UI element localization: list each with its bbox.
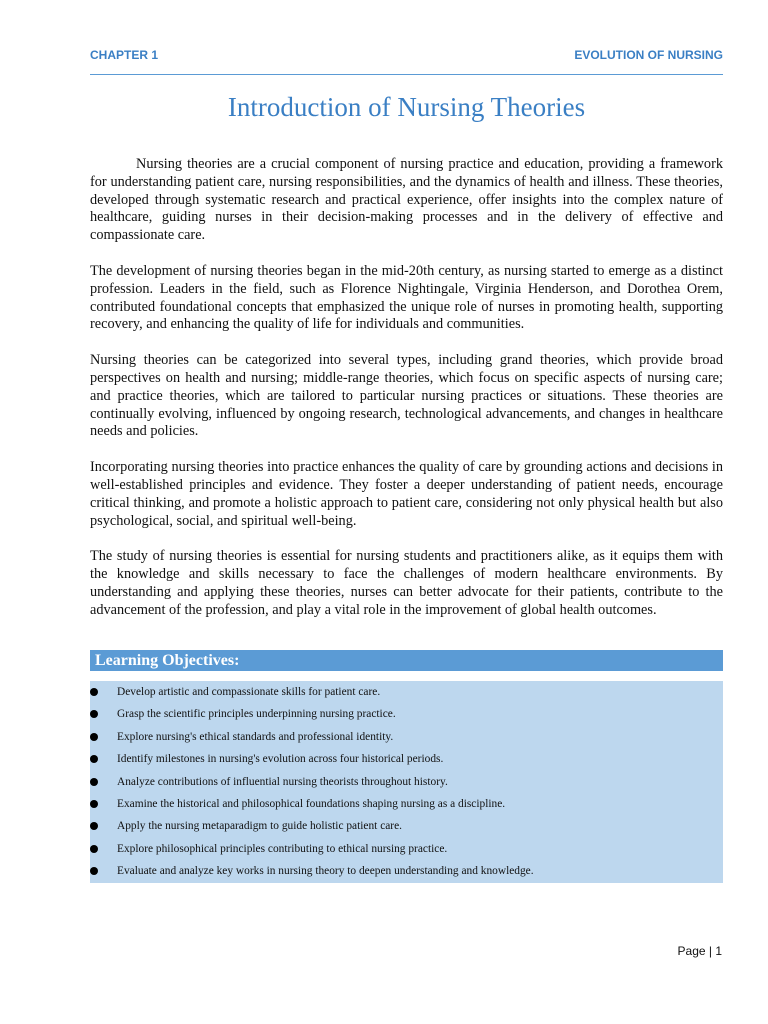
bullet-icon <box>90 822 98 830</box>
objective-text: Examine the historical and philosophical foundations shaping nursing as a discipline. <box>117 797 506 810</box>
objective-text: Analyze contributions of influential nursing theorists throughout history. <box>117 775 448 788</box>
list-item <box>90 860 723 882</box>
paragraph-5: The study of nursing theories is essential for nursing students and practitioners alike, as it equips them with the knowledge and skills necessary to face the challenges of modern healthcare environments. By understanding and applying these theories, nurses can better advocate for their patients, contribute to the advancement of the profession, and play a vital role in the improvement of global health outcomes. <box>90 548 723 618</box>
bullet-icon <box>90 867 98 875</box>
list-item <box>90 838 723 860</box>
list-item <box>90 703 723 725</box>
objective-text: Grasp the scientific principles underpinning nursing practice. <box>117 708 396 721</box>
list-item <box>90 681 723 703</box>
list-item <box>90 748 723 770</box>
objective-text: Identify milestones in nursing's evolution across four historical periods. <box>117 753 444 766</box>
objective-text: Evaluate and analyze key works in nursing theory to deepen understanding and knowledge. <box>117 865 534 878</box>
objectives-list <box>90 681 723 883</box>
body-text <box>90 156 723 638</box>
objective-text: Explore nursing's ethical standards and professional identity. <box>117 730 394 743</box>
list-item <box>90 815 723 837</box>
bullet-icon <box>90 755 98 763</box>
paragraph-4: Incorporating nursing theories into practice enhances the quality of care by grounding actions and decisions in well-established principles and evidence. They foster a deeper understanding of patient needs, encourage critical thinking, and promote a holistic approach to patient care, considering not only physical health but also psychological, social, and spiritual well-being. <box>90 459 723 529</box>
paragraph-3: Nursing theories can be categorized into several types, including grand theories, which provide broad perspectives on health and nursing; middle-range theories, which focus on specific aspects of nursing care; and practice theories, which are tailored to particular nursing practices or situations. These theories are continually evolving, influenced by ongoing research, technological advancements, and changes in healthcare needs and policies. <box>90 352 723 440</box>
objective-text: Develop artistic and compassionate skills for patient care. <box>117 686 381 698</box>
page-header <box>90 46 723 75</box>
list-item <box>90 771 723 793</box>
learning-objectives <box>90 650 723 883</box>
objective-text: Apply the nursing metaparadigm to guide holistic patient care. <box>117 820 403 833</box>
bullet-icon <box>90 845 98 853</box>
page-number: Page | 1 <box>677 944 722 958</box>
paragraph-1: Nursing theories are a crucial component of nursing practice and education, providing a framework for understanding patient care, nursing responsibilities, and the dynamics of health and illness. These theories, developed through systematic research and practical experience, offer insights into the complex nature of healthcare, guiding nurses in their decision-making processes and in the delivery of effective and compassionate care. <box>90 156 723 244</box>
list-item <box>90 793 723 815</box>
list-item <box>90 726 723 748</box>
bullet-icon <box>90 800 98 808</box>
bullet-icon <box>90 778 98 786</box>
chapter-label: CHAPTER 1 <box>90 48 159 62</box>
objective-text: Explore philosophical principles contributing to ethical nursing practice. <box>117 842 448 855</box>
bullet-icon <box>90 688 98 696</box>
objectives-heading: Learning Objectives: <box>90 650 723 671</box>
bullet-icon <box>90 733 98 741</box>
bullet-icon <box>90 710 98 718</box>
paragraph-2: The development of nursing theories began in the mid-20th century, as nursing started to emerge as a distinct profession. Leaders in the field, such as Florence Nightingale, Virginia Henderson, and Dorothea Orem, contributed foundational concepts that emphasized the unique role of nurses in promoting health, supporting recovery, and enhancing the quality of life for individuals and communities. <box>90 262 723 333</box>
page-title: Introduction of Nursing Theories <box>227 92 586 122</box>
section-label: EVOLUTION OF NURSING <box>574 48 723 62</box>
